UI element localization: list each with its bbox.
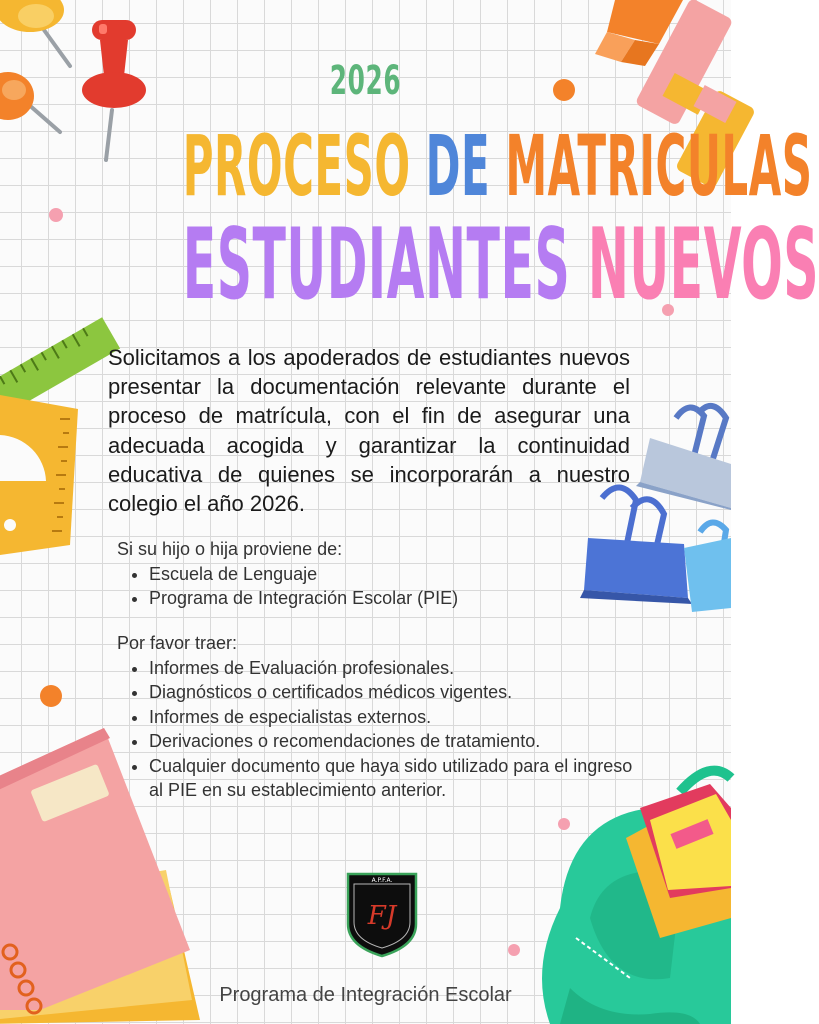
title-word: DE — [425, 117, 491, 215]
protractor-icon — [0, 395, 100, 565]
decor-dot — [40, 685, 62, 707]
pushpin-icon — [0, 0, 160, 170]
title-line-2 — [182, 208, 819, 322]
documents-list — [117, 656, 637, 803]
list-item: • Derivaciones o recomendaciones de tratamiento. — [149, 729, 637, 754]
footer-label: Programa de Integración Escolar — [219, 984, 512, 1006]
decor-dot — [49, 208, 63, 222]
list-item: • Escuela de Lenguaje — [149, 562, 637, 587]
year-heading: 2026 — [329, 58, 402, 104]
title-line-1 — [182, 117, 813, 215]
list-item: • Informes de especialistas externos. — [149, 705, 637, 730]
crest-monogram: FJ — [367, 901, 397, 931]
list-item: • Informes de Evaluación profesionales. — [149, 656, 637, 681]
title-word: ESTUDIANTES — [182, 208, 571, 322]
title-word: MATRICULAS — [505, 117, 813, 215]
school-crest-logo — [346, 872, 418, 958]
title-word: PROCESO — [182, 117, 411, 215]
list-item: • Programa de Integración Escolar (PIE) — [149, 586, 637, 611]
crest-top-text: A.P.F.A. — [371, 877, 393, 884]
origin-heading: Si su hijo o hija proviene de: — [117, 539, 343, 559]
documents-heading: Por favor traer: — [117, 633, 238, 653]
documents-section — [117, 631, 637, 803]
intro-paragraph: Solicitamos a los apoderados de estudiantes nuevos presentar la documentación relevante durante el proceso de matrícula, con el fin de asegurar una adecuada acogida y garantizar la continuidad educativa de quienes se incorporarán a nuestro colegio el año 2026. — [108, 345, 630, 517]
list-item: • Diagnósticos o certificados médicos vigentes. — [149, 680, 637, 705]
decor-dot — [508, 944, 520, 956]
title-word: NUEVOS — [587, 208, 819, 322]
list-item: • Cualquier documento que haya sido utilizado para el ingreso al PIE en su establecimiento anterior. — [149, 754, 637, 803]
origin-list — [117, 562, 637, 611]
origin-section — [117, 537, 637, 611]
